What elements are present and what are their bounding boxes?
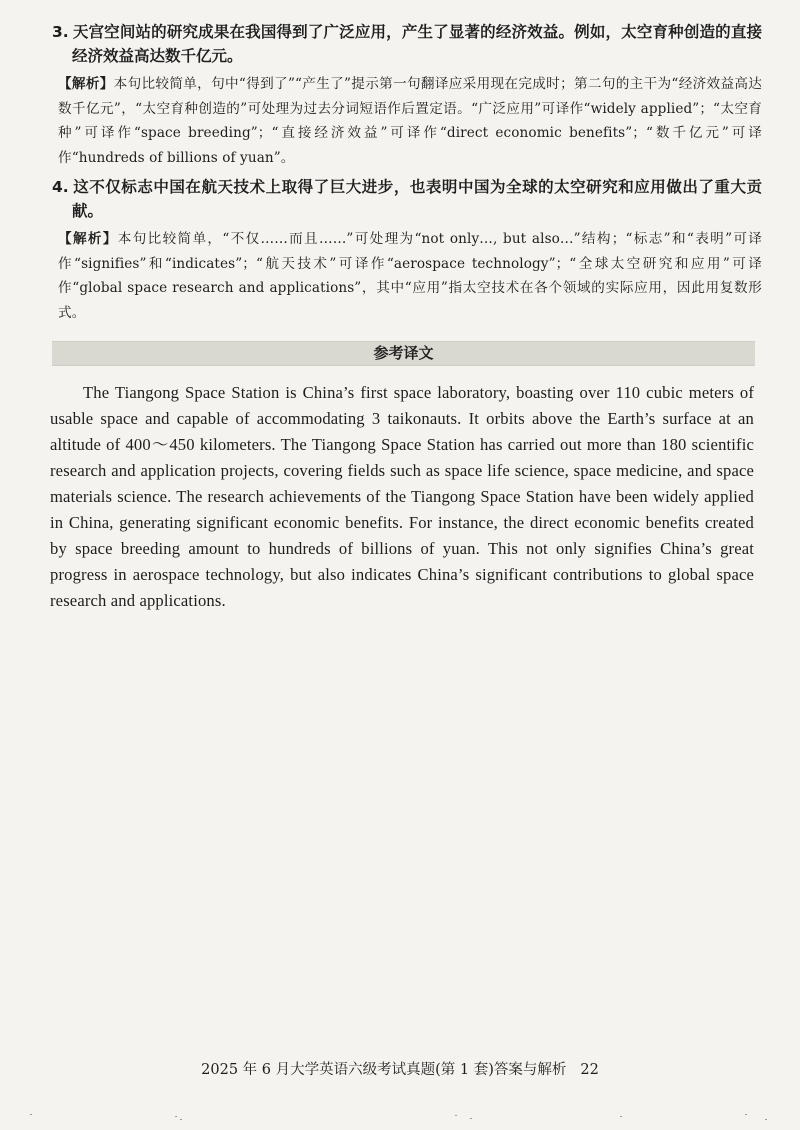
question-sentence: 这不仅标志中国在航天技术上取得了巨大进步，也表明中国为全球的太空研究和应用做出了重大贡献。 (72, 177, 762, 220)
page-footer (0, 1058, 800, 1079)
question-number: 4. (52, 178, 69, 196)
question-item-3 (52, 20, 762, 170)
reference-heading: 参考译文 (373, 344, 434, 362)
page-number: 22 (580, 1062, 599, 1078)
footer-title: 2025 年 6 月大学英语六级考试真题(第 1 套)答案与解析 (201, 1062, 567, 1078)
analysis-tag: 【解析】 (58, 231, 118, 247)
analysis-paragraph (58, 72, 762, 170)
analysis-paragraph (58, 227, 762, 325)
question-text (52, 20, 762, 67)
scan-noise (0, 1110, 800, 1130)
analysis-text: 本句比较简单，句中“得到了”“产生了”提示第一句翻译应采用现在完成时；第二句的主干为“经济效益高达数千亿元”，“太空育种创造的”可处理为过去分词短语作后置定语。“广泛应用”可译作“widely applied”；“太空育种”可译作“space breeding”；“直接经济效益”可译作“direct economic benefits”；“数千亿元”可译作“hundreds of billions of yuan”。 (58, 76, 762, 166)
reference-heading-bar (52, 341, 755, 366)
analysis-tag: 【解析】 (58, 76, 114, 92)
analysis-text: 本句比较简单，“不仅……而且……”可处理为“not only…, but also…”结构；“标志”和“表明”可译作“signifies”和“indicates”；“航天技术”可译作“aerospace technology”；“全球太空研究和应用”可译作“global space research and applications”，其中“应用”指太空技术在各个领域的实际应用，因此用复数形式。 (58, 231, 762, 321)
question-text (52, 175, 762, 222)
question-number: 3. (52, 23, 69, 41)
question-sentence: 天宫空间站的研究成果在我国得到了广泛应用，产生了显著的经济效益。例如，太空育种创造的直接经济效益高达数千亿元。 (72, 22, 762, 65)
reference-translation: The Tiangong Space Station is China’s first space laboratory, boasting over 110 cubic meters of usable space and capable of accommodating 3 taikonauts. It orbits above the Earth’s surface at an altitude of 400～450 kilometers. The Tiangong Space Station has carried out more than 180 scientific research and application projects, covering fields such as space life science, space medicine, and space materials science. The research achievements of the Tiangong Space Station have been widely applied in China, generating significant economic benefits. For instance, the direct economic benefits created by space breeding amount to hundreds of billions of yuan. This not only signifies China’s great progress in aerospace technology, but also indicates China’s significant contributions to global space research and applications. (50, 383, 754, 610)
question-item-4 (52, 175, 762, 325)
